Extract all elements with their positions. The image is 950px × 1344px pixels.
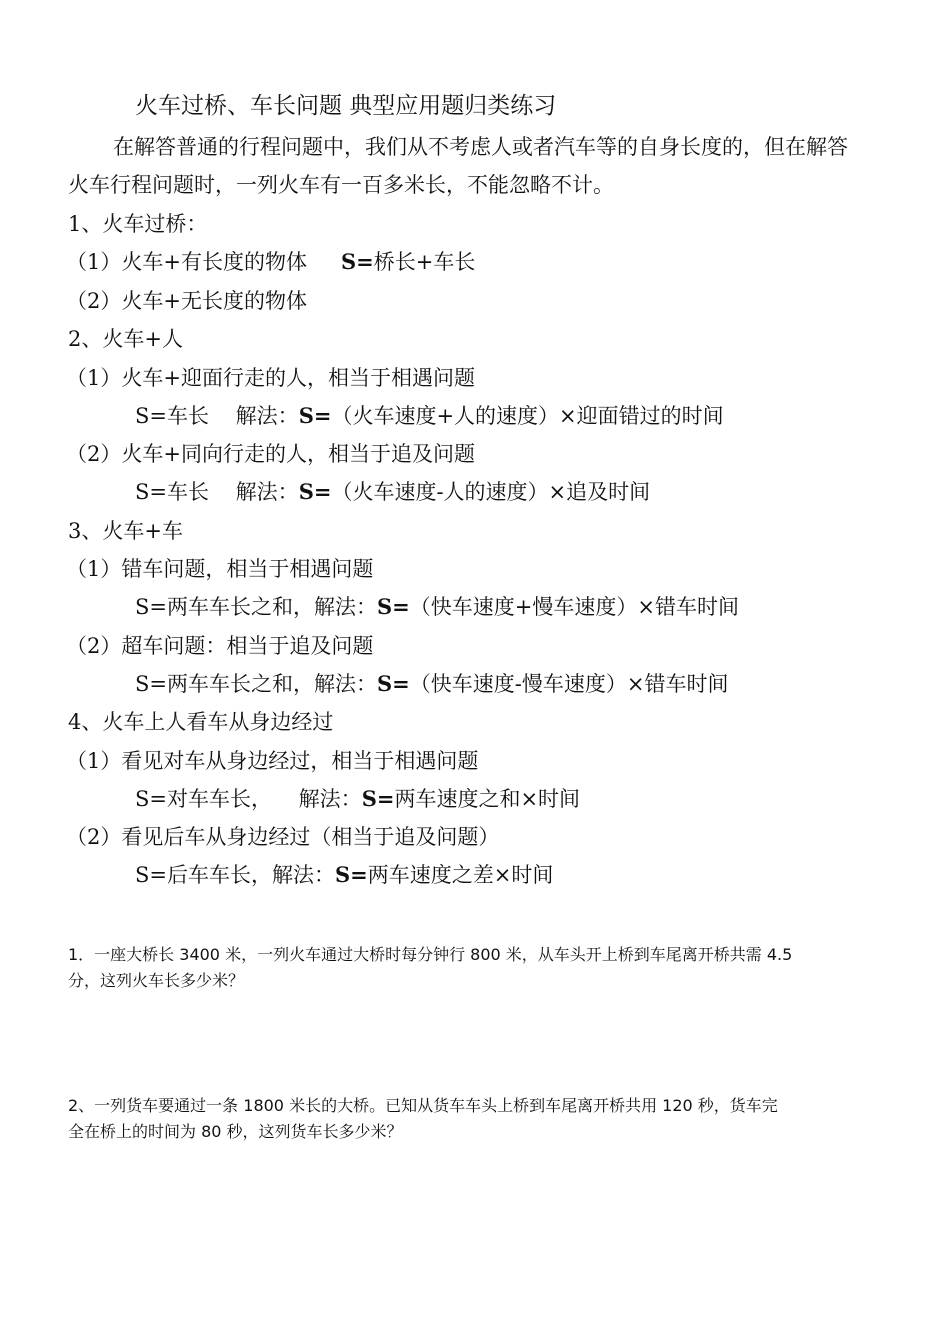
section-3-item-1: （1）错车问题，相当于相遇问题 xyxy=(66,557,374,581)
section-2-item-1-formula xyxy=(135,402,724,430)
formula-text: （火车速度-人的速度）×追及时间 xyxy=(331,480,651,504)
section-heading-1: 1、火车过桥： xyxy=(68,212,208,236)
section-heading-2: 2、火车+人 xyxy=(68,327,183,351)
formula-prefix: S=车长 解法： xyxy=(135,404,299,428)
section-heading-4: 4、火车上人看车从身边经过 xyxy=(68,710,334,734)
formula-prefix: S=对车车长， 解法： xyxy=(135,787,362,811)
section-4-item-2-formula xyxy=(135,861,553,889)
section-1-item-2: （2）火车+无长度的物体 xyxy=(66,289,307,313)
formula-symbol: S= xyxy=(376,671,410,696)
section-heading-3: 3、火车+车 xyxy=(68,519,183,543)
formula-text: （快车速度-慢车速度）×错车时间 xyxy=(409,672,729,696)
question-1-line-1: 1．一座大桥长 3400 米，一列火车通过大桥时每分钟行 800 米，从车头开上桥到车尾离开桥共需 4.5 xyxy=(68,945,793,964)
section-1-item-1 xyxy=(66,248,475,276)
formula-text: （火车速度+人的速度）×迎面错过的时间 xyxy=(331,404,724,428)
formula-text: 桥长+车长 xyxy=(373,250,476,274)
formula-text: （快车速度+慢车速度）×错车时间 xyxy=(409,595,739,619)
formula-prefix: S=车长 解法： xyxy=(135,480,299,504)
question-1-line-2: 分，这列火车长多少米？ xyxy=(68,971,245,990)
formula-symbol: S= xyxy=(298,479,332,504)
formula-symbol: S= xyxy=(376,594,410,619)
formula-text: 两车速度之和×时间 xyxy=(394,787,581,811)
formula-prefix: S=后车车长，解法： xyxy=(135,863,335,887)
section-4-item-1-formula xyxy=(135,785,580,813)
formula-symbol: S= xyxy=(298,403,332,428)
section-3-item-2: （2）超车问题：相当于追及问题 xyxy=(66,634,374,658)
formula-symbol: S= xyxy=(334,862,368,887)
formula-text: 两车速度之差×时间 xyxy=(367,863,554,887)
item-label: （1）火车+有长度的物体 xyxy=(66,250,307,274)
section-4-item-2: （2）看见后车从身边经过（相当于追及问题） xyxy=(66,825,500,849)
formula-prefix: S=两车车长之和，解法： xyxy=(135,672,377,696)
intro-line-2: 火车行程问题时，一列火车有一百多米长，不能忽略不计。 xyxy=(68,173,614,197)
formula-prefix: S=两车车长之和，解法： xyxy=(135,595,377,619)
formula-symbol: S= xyxy=(361,786,395,811)
page-title: 火车过桥、车长问题 典型应用题归类练习 xyxy=(135,93,557,119)
section-4-item-1: （1）看见对车从身边经过，相当于相遇问题 xyxy=(66,749,479,773)
formula-symbol: S= xyxy=(340,249,374,274)
question-2-line-1: 2、一列货车要通过一条 1800 米长的大桥。已知从货车车头上桥到车尾离开桥共用 120 秒，货车完 xyxy=(68,1096,778,1115)
section-2-item-2-formula xyxy=(135,478,650,506)
section-3-item-1-formula xyxy=(135,593,739,621)
question-2-line-2: 全在桥上的时间为 80 秒，这列货车长多少米？ xyxy=(68,1122,403,1141)
section-2-item-2: （2）火车+同向行走的人，相当于追及问题 xyxy=(66,442,475,466)
section-3-item-2-formula xyxy=(135,670,728,698)
section-2-item-1: （1）火车+迎面行走的人，相当于相遇问题 xyxy=(66,366,475,390)
intro-line-1: 在解答普通的行程问题中，我们从不考虑人或者汽车等的自身长度的，但在解答 xyxy=(113,135,848,159)
